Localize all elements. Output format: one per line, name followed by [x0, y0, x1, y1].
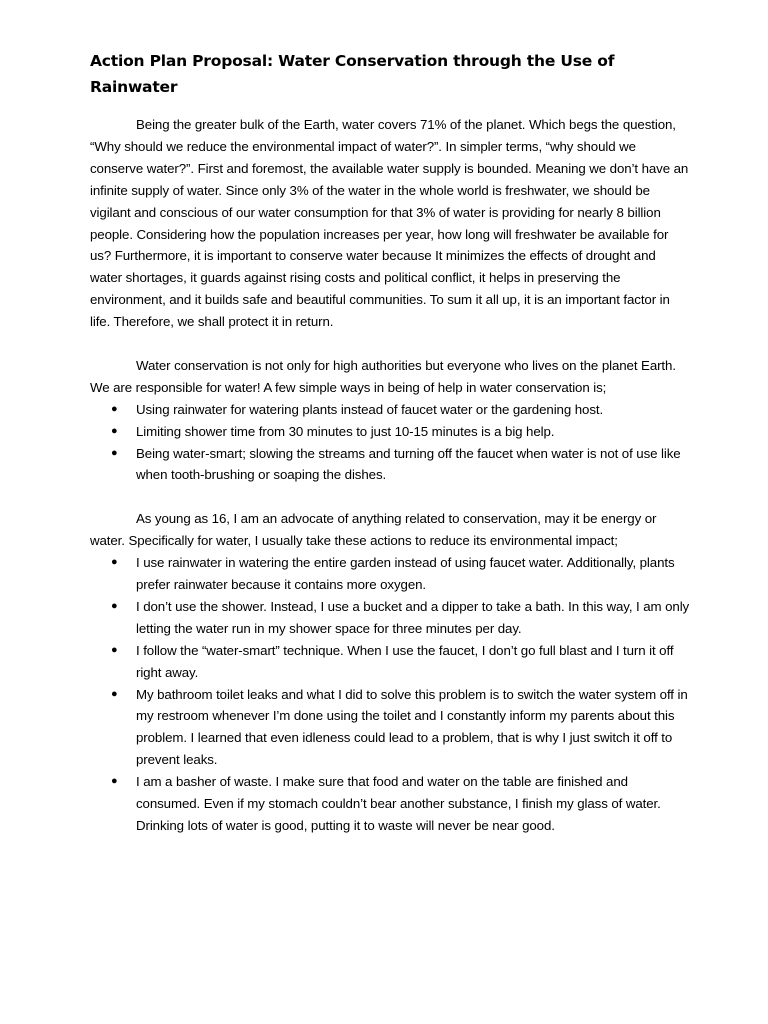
paragraph-simple-ways: Water conservation is not only for high authorities but everyone who lives on the planet Earth. We are responsible for water! A few simple ways in being of help in water conservation is; — [90, 357, 676, 395]
list-item — [90, 443, 690, 487]
list-item-text: Being water-smart; slowing the streams and turning off the faucet when water is not of use like when tooth-brushing or soaping the dishes. — [136, 445, 681, 483]
list-item — [90, 399, 690, 421]
list-item-text: I am a basher of waste. I make sure that food and water on the table are finished and consumed. Even if my stomach couldn’t bear another substance, I finish my glass of water. Drinking lots of water is good, putting it to waste will never be near good. — [136, 774, 661, 833]
personal-actions-list — [90, 552, 690, 837]
paragraph-spacer — [90, 333, 690, 355]
list-item — [90, 771, 690, 837]
paragraph-why-conserve: Being the greater bulk of the Earth, water covers 71% of the planet. Which begs the question, “Why should we reduce the environmental impact of water?”. In simpler terms, “why should we conserve water?”. First and foremost, the available water supply is bounded. Meaning we don’t have an infinite supply of water. Since only 3% of the water in the whole world is freshwater, we should be vigilant and conscious of our water consumption for that 3% of water is providing for nearly 8 billion people. Considering how the population increases per year, how long will freshwater be available for us? Furthermore, it is important to conserve water because It minimizes the effects of drought and water shortages, it guards against rising costs and political conflict, it helps in preserving the environment, and it builds safe and beautiful communities. To sum it all up, it is an important factor in life. Therefore, we shall protect it in return. — [90, 117, 689, 330]
document-title: Action Plan Proposal: Water Conservation through the Use of Rainwater — [90, 52, 615, 96]
list-item-text: My bathroom toilet leaks and what I did to solve this problem is to switch the water system off in my restroom whenever I’m done using the toilet and I constantly inform my parents about this problem. I learned that even idleness could lead to a problem, that is why I just switch it off to prevent leaks. — [136, 686, 688, 768]
bullet-icon: ● — [111, 775, 118, 788]
list-item-text: I use rainwater in watering the entire garden instead of using faucet water. Additionally, plants prefer rainwater because it contains more oxygen. — [136, 555, 675, 592]
document-page — [90, 48, 690, 837]
list-item — [90, 640, 690, 684]
list-item-text: Limiting shower time from 30 minutes to just 10-15 minutes is a big help. — [136, 423, 555, 439]
bullet-icon: ● — [111, 446, 118, 459]
simple-ways-list — [90, 399, 690, 487]
bullet-icon: ● — [111, 424, 118, 437]
list-item — [90, 596, 690, 640]
bullet-icon: ● — [111, 556, 118, 569]
bullet-icon: ● — [111, 643, 118, 656]
list-item — [90, 684, 690, 772]
list-item-text: I follow the “water-smart” technique. When I use the faucet, I don’t go full blast and I turn it off right away. — [136, 642, 674, 680]
paragraph-spacer — [90, 486, 690, 508]
bullet-icon: ● — [111, 687, 118, 700]
list-item — [90, 552, 690, 596]
paragraph-personal-actions: As young as 16, I am an advocate of anything related to conservation, may it be energy or water. Specifically for water, I usually take these actions to reduce its environmental impact; — [90, 511, 657, 549]
bullet-icon: ● — [111, 402, 118, 415]
bullet-icon: ● — [111, 599, 118, 612]
list-item-text: I don’t use the shower. Instead, I use a bucket and a dipper to take a bath. In this way, I am only letting the water run in my shower space for three minutes per day. — [136, 598, 690, 636]
list-item — [90, 421, 690, 443]
list-item-text: Using rainwater for watering plants instead of faucet water or the gardening host. — [136, 401, 604, 417]
